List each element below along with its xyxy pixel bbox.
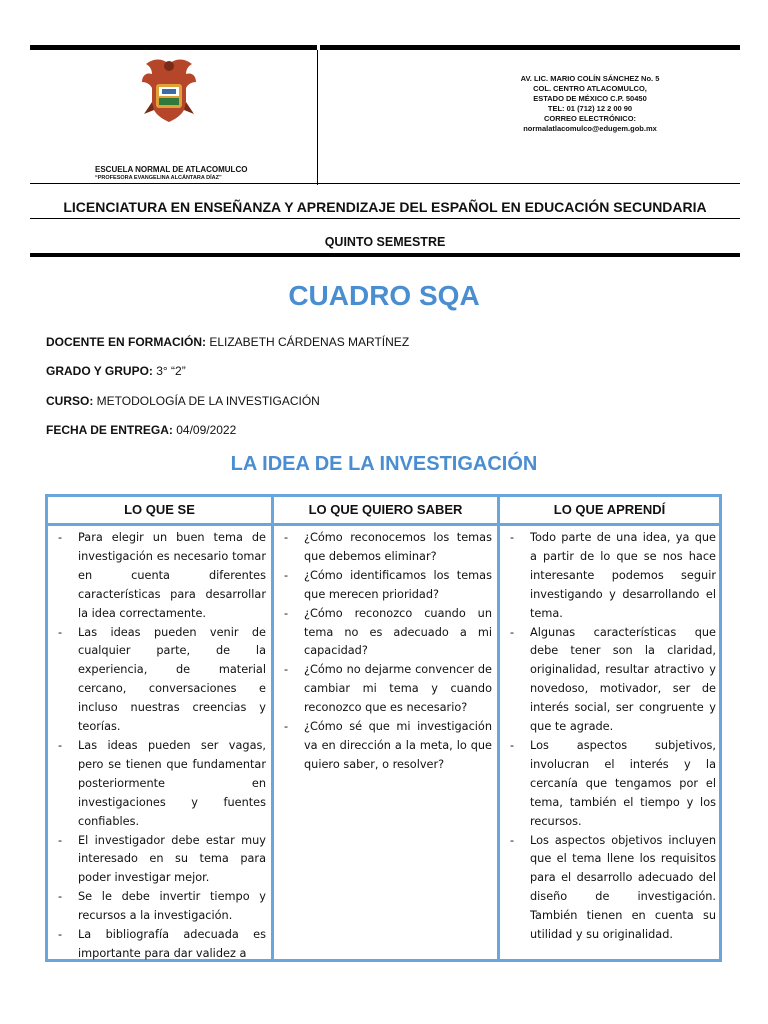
school-address [492, 74, 688, 134]
address-line: COL. CENTRO ATLACOMULCO, [533, 84, 647, 93]
address-line: ESTADO DE MÉXICO C.P. 50450 [533, 94, 647, 103]
list-item: - Los aspectos objetivos incluyen que el tema llene los requisitos para el desarrollo adecuado del diseño de investigación. También tienen en cuenta su utilidad y su originalidad. [506, 832, 716, 945]
field-label: DOCENTE EN FORMACIÓN: [46, 335, 206, 349]
column-header-lo-que-aprendi: LO QUE APRENDÍ [500, 497, 719, 526]
column-lo-que-quiero-saber [280, 529, 492, 775]
school-name-main: ESCUELA NORMAL DE ATLACOMULCO [95, 165, 248, 174]
list-item: - ¿Cómo reconozco cuando un tema no es adecuado a mi capacidad? [280, 605, 492, 662]
field-label: CURSO: [46, 394, 94, 408]
field-fecha-entrega [46, 423, 236, 437]
sqa-table [45, 494, 722, 962]
list-item: - La bibliografía adecuada es importante para dar validez a [54, 926, 266, 964]
address-email: normalatlacomulco@edugem.gob.mx [523, 124, 657, 133]
semester-rule [30, 253, 740, 257]
field-docente [46, 335, 409, 349]
field-value: ELIZABETH CÁRDENAS MARTÍNEZ [206, 335, 410, 349]
field-label: FECHA DE ENTREGA: [46, 423, 173, 437]
degree-title: LICENCIATURA EN ENSEÑANZA Y APRENDIZAJE DEL ESPAÑOL EN EDUCACIÓN SECUNDARIA [63, 199, 707, 215]
field-grado-grupo [46, 364, 186, 378]
list-item: - Las ideas pueden venir de cualquier parte, de la experiencia, de material cercano, conversaciones e incluso nuestras creencias y teorías. [54, 624, 266, 737]
column-divider [271, 497, 274, 959]
field-value: METODOLOGÍA DE LA INVESTIGACIÓN [93, 394, 320, 408]
address-line: TEL: 01 (712) 12 2 00 90 [547, 104, 633, 113]
semester-title: QUINTO SEMESTRE [324, 235, 446, 249]
column-header-lo-que-se: LO QUE SE [48, 497, 271, 526]
list-item: - El investigador debe estar muy interesado en su tema para poder investigar mejor. [54, 832, 266, 889]
header-bottom-rule [30, 183, 740, 184]
section-subtitle: LA IDEA DE LA INVESTIGACIÓN [230, 453, 538, 475]
address-line: AV. LIC. MARIO COLÍN SÁNCHEZ No. 5 [520, 74, 660, 83]
header-divider [317, 50, 318, 185]
list-item: - ¿Cómo no dejarme convencer de cambiar mi tema y cuando reconozco que es necesario? [280, 661, 492, 718]
degree-rule [30, 218, 740, 219]
list-item: - Los aspectos subjetivos, involucran el interés y la cercanía que tengamos por el tema, también el tiempo y los recursos. [506, 737, 716, 832]
field-value: 3° “2” [152, 364, 186, 378]
address-line: CORREO ELECTRÓNICO: [543, 114, 637, 123]
list-item: - Las ideas pueden ser vagas, pero se tienen que fundamentar posteriormente en investigaciones y fuentes confiables. [54, 737, 266, 832]
column-lo-que-se [54, 529, 266, 964]
header-top-rule [30, 45, 740, 50]
eagle-crest-icon [140, 56, 198, 124]
list-item: - Todo parte de una idea, ya que a partir de lo que se nos hace interesante podemos seguir investigando y desarrollando el tema. [506, 529, 716, 624]
list-item: - Algunas características que debe tener son la claridad, originalidad, resultar atractivo y novedoso, motivador, ser de interés social, ser congruente y que te agrade. [506, 624, 716, 737]
list-item: - Para elegir un buen tema de investigación es necesario tomar en cuenta diferentes características para desarrollar la idea correctamente. [54, 529, 266, 624]
document-title: CUADRO SQA [288, 280, 480, 311]
school-name [95, 165, 247, 183]
field-curso [46, 394, 320, 408]
list-item: - ¿Cómo identificamos los temas que merecen prioridad? [280, 567, 492, 605]
list-item: - ¿Cómo sé que mi investigación va en dirección a la meta, lo que quiero saber, o resolver? [280, 718, 492, 775]
field-label: GRADO Y GRUPO: [46, 364, 153, 378]
column-lo-que-aprendi [506, 529, 716, 945]
list-item: - Se le debe invertir tiempo y recursos a la investigación. [54, 888, 266, 926]
school-name-sub: “PROFESORA EVANGELINA ALCÁNTARA DÍAZ” [95, 175, 222, 181]
list-item: - ¿Cómo reconocemos los temas que debemos eliminar? [280, 529, 492, 567]
field-value: 04/09/2022 [172, 423, 237, 437]
column-divider [497, 497, 500, 959]
column-header-lo-que-quiero-saber: LO QUE QUIERO SABER [274, 497, 497, 526]
